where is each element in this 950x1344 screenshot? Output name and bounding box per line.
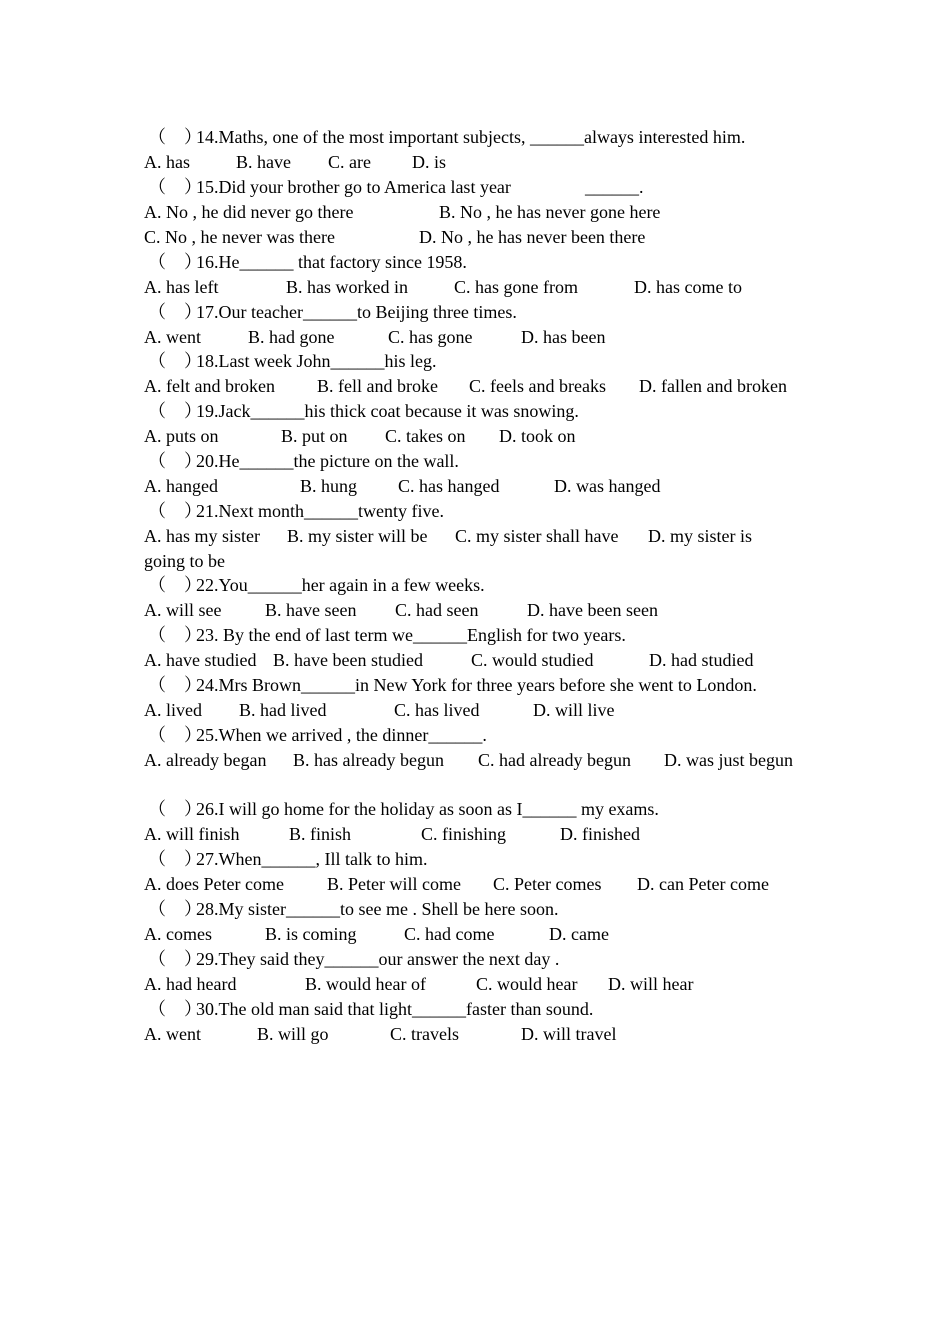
option-choice: D. took on — [499, 426, 576, 446]
answer-bracket: （ ） — [148, 725, 202, 745]
option-choice: A. has left — [144, 277, 219, 297]
option-choice: D. will live — [533, 700, 615, 720]
answer-bracket: （ ） — [148, 625, 202, 645]
option-choice: C. travels — [390, 1024, 459, 1044]
question-text: 14.Maths, one of the most important subjects, ______always interested him. — [196, 127, 746, 147]
option-choice: D. will hear — [608, 974, 694, 994]
option-choice: A. hanged — [144, 476, 218, 496]
option-choice: B. Peter will come — [327, 874, 461, 894]
question-21-options — [0, 549, 950, 574]
option-choice: C. are — [328, 152, 371, 172]
option-choice: C. had come — [404, 924, 495, 944]
question-25-stem — [0, 723, 950, 748]
option-choice: A. felt and broken — [144, 376, 275, 396]
question-text: 26.I will go home for the holiday as soon as I______ my exams. — [196, 799, 659, 819]
option-choice: C. feels and breaks — [469, 376, 606, 396]
question-text: 24.Mrs Brown______in New York for three years before she went to London. — [196, 675, 757, 695]
question-28-stem — [0, 897, 950, 922]
option-choice: A. puts on — [144, 426, 219, 446]
option-choice: D. had studied — [649, 650, 754, 670]
question-17-stem — [0, 300, 950, 325]
option-choice: going to be — [144, 551, 225, 571]
question-21-options — [0, 524, 950, 549]
answer-bracket: （ ） — [148, 302, 202, 322]
question-text: 18.Last week John______his leg. — [196, 351, 437, 371]
option-choice: B. have — [236, 152, 291, 172]
question-29-stem — [0, 947, 950, 972]
question-text: 21.Next month______twenty five. — [196, 501, 444, 521]
option-choice: B. is coming — [265, 924, 357, 944]
option-choice: D. was just begun — [664, 750, 793, 770]
option-choice: B. hung — [300, 476, 358, 496]
option-choice: B. has worked in — [286, 277, 408, 297]
question-26-options — [0, 822, 950, 847]
question-29-options — [0, 972, 950, 997]
option-choice: D. fallen and broken — [639, 376, 787, 396]
option-choice: C. had already begun — [478, 750, 631, 770]
option-choice: A. already began — [144, 750, 267, 770]
answer-bracket: （ ） — [148, 501, 202, 521]
option-choice: D. finished — [560, 824, 640, 844]
question-text: 20.He______the picture on the wall. — [196, 451, 459, 471]
question-21-stem — [0, 499, 950, 524]
question-24-stem — [0, 673, 950, 698]
option-choice: C. No , he never was there — [144, 227, 335, 247]
option-choice: D. has been — [521, 327, 606, 347]
question-24-options — [0, 698, 950, 723]
option-choice: C. finishing — [421, 824, 507, 844]
option-choice: C. my sister shall have — [455, 526, 619, 546]
answer-bracket: （ ） — [148, 127, 202, 147]
option-choice: A. does Peter come — [144, 874, 284, 894]
option-choice: B. No , he has never gone here — [439, 202, 661, 222]
answer-bracket: （ ） — [148, 849, 202, 869]
option-choice: D. has come to — [634, 277, 742, 297]
answer-bracket: （ ） — [148, 575, 202, 595]
option-choice: A. went — [144, 1024, 201, 1044]
question-text: 17.Our teacher______to Beijing three times. — [196, 302, 517, 322]
question-23-stem — [0, 623, 950, 648]
question-text: 23. By the end of last term we______English for two years. — [196, 625, 626, 645]
option-choice: A. had heard — [144, 974, 237, 994]
option-choice: C. Peter comes — [493, 874, 602, 894]
answer-bracket: （ ） — [148, 351, 202, 371]
question-27-stem — [0, 847, 950, 872]
question-text: 22.You______her again in a few weeks. — [196, 575, 485, 595]
question-text: 15.Did your brother go to America last year — [196, 177, 511, 197]
option-choice: D. have been seen — [527, 600, 658, 620]
option-choice: D. will travel — [521, 1024, 617, 1044]
option-choice: D. is — [412, 152, 447, 172]
option-choice: C. has hanged — [398, 476, 500, 496]
answer-bracket: （ ） — [148, 899, 202, 919]
option-choice: D. my sister is — [648, 526, 753, 546]
question-text: 25.When we arrived , the dinner______. — [196, 725, 487, 745]
option-choice: C. had seen — [395, 600, 479, 620]
option-choice: B. finish — [289, 824, 352, 844]
question-text: 16.He______ that factory since 1958. — [196, 252, 467, 272]
question-22-options — [0, 598, 950, 623]
option-choice: B. had gone — [248, 327, 335, 347]
option-choice: A. went — [144, 327, 201, 347]
answer-bracket: （ ） — [148, 999, 202, 1019]
question-25-options — [0, 748, 950, 773]
option-choice: C. would hear — [476, 974, 578, 994]
answer-bracket: （ ） — [148, 177, 202, 197]
option-choice: B. fell and broke — [317, 376, 438, 396]
option-choice: B. have been studied — [273, 650, 423, 670]
option-choice: D. was hanged — [554, 476, 661, 496]
option-choice: B. have seen — [265, 600, 357, 620]
answer-bracket: （ ） — [148, 799, 202, 819]
question-15-stem — [0, 175, 950, 200]
answer-bracket: （ ） — [148, 252, 202, 272]
question-15-options — [0, 200, 950, 225]
question-20-stem — [0, 449, 950, 474]
option-choice: B. has already begun — [293, 750, 444, 770]
question-26-stem — [0, 797, 950, 822]
question-28-options — [0, 922, 950, 947]
question-19-stem — [0, 399, 950, 424]
option-choice: C. has gone — [388, 327, 473, 347]
answer-bracket: （ ） — [148, 949, 202, 969]
question-30-stem — [0, 997, 950, 1022]
option-choice: B. my sister will be — [287, 526, 428, 546]
option-choice: B. would hear of — [305, 974, 426, 994]
question-15-options — [0, 225, 950, 250]
question-text: 19.Jack______his thick coat because it was snowing. — [196, 401, 579, 421]
question-22-stem — [0, 573, 950, 598]
option-choice: A. comes — [144, 924, 212, 944]
question-16-stem — [0, 250, 950, 275]
question-27-options — [0, 872, 950, 897]
option-choice: C. takes on — [385, 426, 466, 446]
answer-bracket: （ ） — [148, 675, 202, 695]
option-choice: A. will see — [144, 600, 222, 620]
option-choice: A. lived — [144, 700, 202, 720]
option-choice: A. has my sister — [144, 526, 260, 546]
option-choice: D. can Peter come — [637, 874, 769, 894]
question-blank: ______. — [585, 177, 644, 197]
option-choice: C. has gone from — [454, 277, 578, 297]
question-text: 27.When______, Ill talk to him. — [196, 849, 428, 869]
question-14-options — [0, 150, 950, 175]
question-18-stem — [0, 349, 950, 374]
question-23-options — [0, 648, 950, 673]
answer-bracket: （ ） — [148, 401, 202, 421]
question-16-options — [0, 275, 950, 300]
option-choice: A. have studied — [144, 650, 257, 670]
option-choice: C. has lived — [394, 700, 480, 720]
option-choice: B. had lived — [239, 700, 327, 720]
question-20-options — [0, 474, 950, 499]
question-18-options — [0, 374, 950, 399]
question-19-options — [0, 424, 950, 449]
option-choice: B. will go — [257, 1024, 329, 1044]
question-14-stem — [0, 125, 950, 150]
question-30-options — [0, 1022, 950, 1047]
option-choice: A. No , he did never go there — [144, 202, 354, 222]
option-choice: A. will finish — [144, 824, 240, 844]
question-text: 29.They said they______our answer the next day . — [196, 949, 560, 969]
question-17-options — [0, 325, 950, 350]
option-choice: D. No , he has never been there — [419, 227, 646, 247]
question-text: 30.The old man said that light______faster than sound. — [196, 999, 594, 1019]
option-choice: B. put on — [281, 426, 348, 446]
option-choice: D. came — [549, 924, 609, 944]
answer-bracket: （ ） — [148, 451, 202, 471]
option-choice: A. has — [144, 152, 190, 172]
option-choice: C. would studied — [471, 650, 594, 670]
question-text: 28.My sister______to see me . Shell be here soon. — [196, 899, 559, 919]
